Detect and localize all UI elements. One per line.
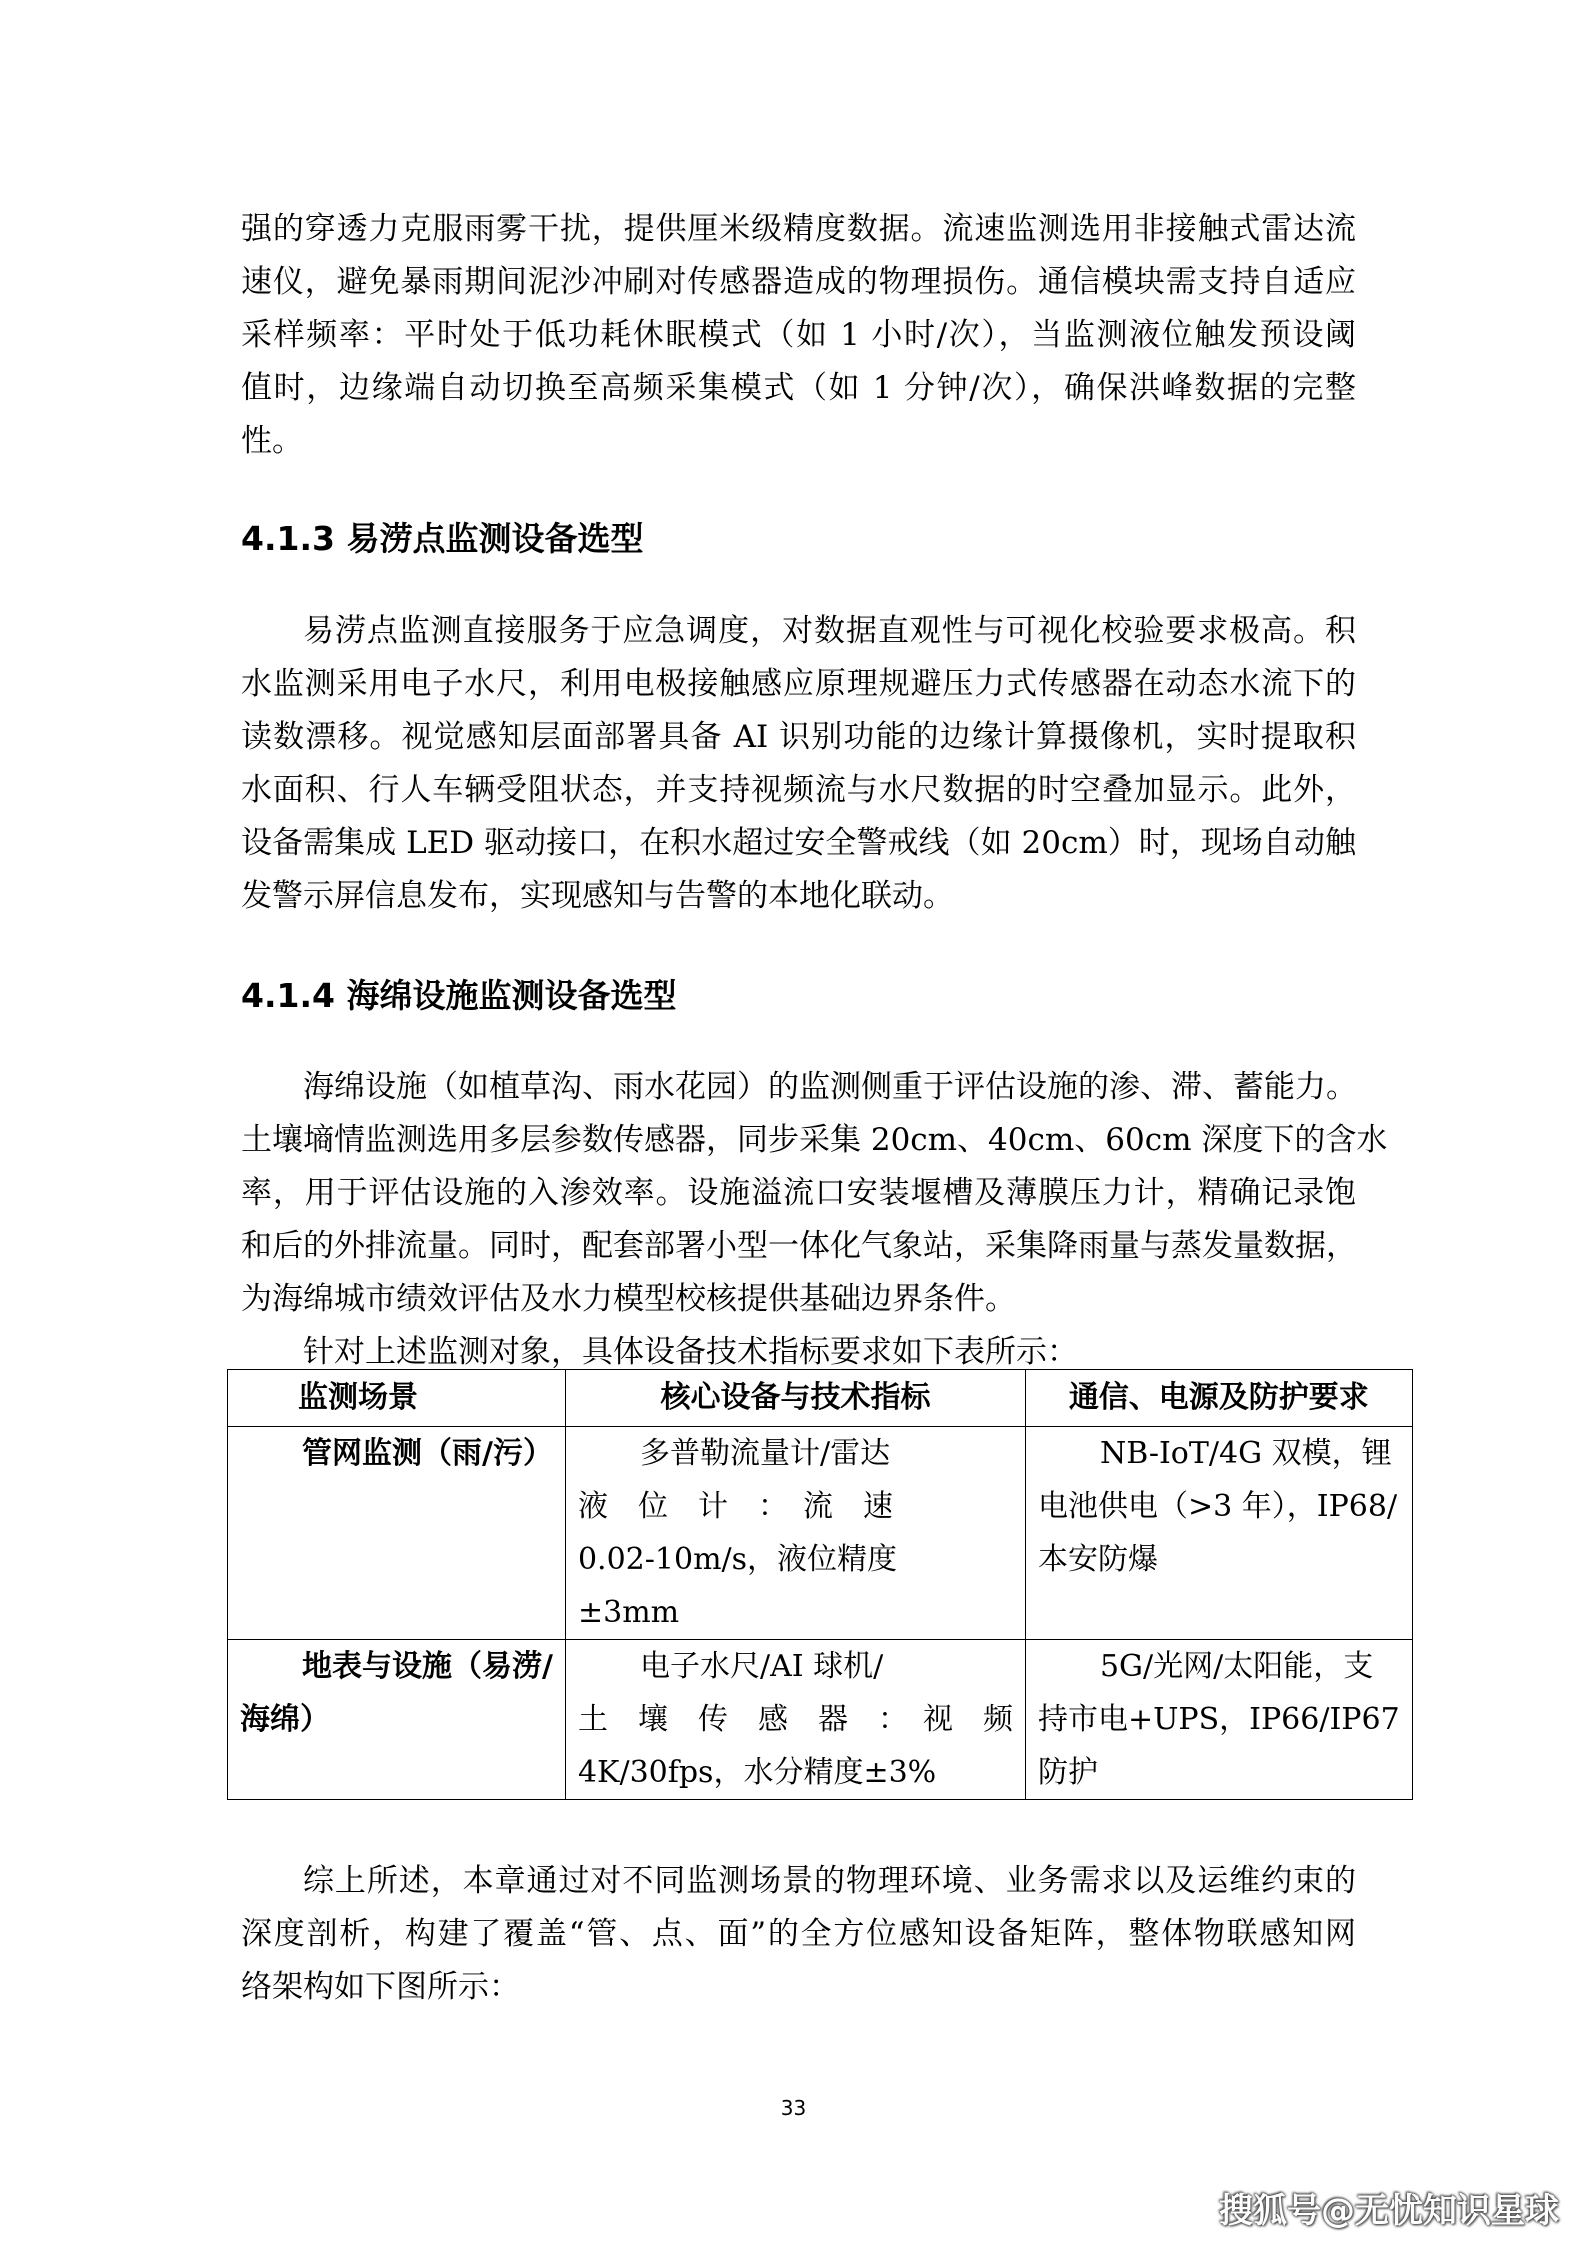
table-row <box>228 1640 1413 1800</box>
cell-line: 本安防爆 <box>1037 1542 1158 1577</box>
cell-line: 电池供电（>3 年），IP68/ <box>1037 1489 1398 1524</box>
column-header-scene: 监测场景 <box>228 1370 566 1427</box>
equipment-spec-table <box>227 1369 1413 1800</box>
cell-line: 地表与设施（易涝/ <box>302 1649 553 1684</box>
text-line: 为海绵城市绩效评估及水力模型校核提供基础边界条件。 <box>241 1281 1016 1317</box>
text-line: 发警示屏信息发布，实现感知与告警的本地化联动。 <box>241 878 954 914</box>
cell-line: 电子水尺/AI 球机/ <box>639 1649 884 1684</box>
text-line: 易涝点监测直接服务于应急调度，对数据直观性与可视化校验要求极高。积 <box>303 613 1356 649</box>
text-line: 深度剖析，构建了覆盖“管、点、面”的全方位感知设备矩阵，整体物联感知网 <box>241 1916 1356 1952</box>
cell-line: 液 位 计 ： 流 速 <box>577 1489 893 1524</box>
cell-line: 持市电+UPS，IP66/IP67 <box>1037 1702 1400 1737</box>
text-line: 设备需集成 LED 驱动接口，在积水超过安全警戒线（如 20cm）时，现场自动触 <box>241 825 1356 861</box>
paragraph-monitoring-methods <box>241 203 1356 468</box>
cell-line: NB-IoT/4G 双模，锂 <box>1099 1436 1392 1471</box>
paragraph-summary <box>241 1855 1356 2014</box>
page-number: 33 <box>780 2096 807 2120</box>
cell-line: 防护 <box>1037 1755 1098 1790</box>
cell-comm <box>1025 1640 1412 1800</box>
text-line: 值时，边缘端自动切换至高频采集模式（如 1 分钟/次），确保洪峰数据的完整 <box>241 370 1356 406</box>
cell-line: 5G/光网/太阳能，支 <box>1099 1649 1374 1684</box>
watermark: 搜狐号@无忧知识星球 <box>1219 2191 1559 2231</box>
cell-scene <box>228 1427 566 1640</box>
cell-scene <box>228 1640 566 1800</box>
section-heading-4-1-4: 4.1.4 海绵设施监测设备选型 <box>241 976 677 1015</box>
text-line: 土壤墒情监测选用多层参数传感器，同步采集 20cm、40cm、60cm 深度下的含水 <box>241 1122 1388 1158</box>
table-header-row <box>228 1370 1413 1427</box>
text-line: 水监测采用电子水尺，利用电极接触感应原理规避压力式传感器在动态水流下的 <box>241 666 1356 702</box>
cell-line: 海绵） <box>240 1702 330 1737</box>
cell-device <box>565 1427 1025 1640</box>
cell-line: 管网监测（雨/污） <box>302 1436 553 1471</box>
cell-line: 多普勒流量计/雷达 <box>639 1436 891 1471</box>
text-line: 针对上述监测对象，具体设备技术指标要求如下表所示： <box>303 1334 1078 1370</box>
cell-line: 4K/30fps，水分精度±3% <box>577 1755 937 1790</box>
text-line: 速仪，避免暴雨期间泥沙冲刷对传感器造成的物理损伤。通信模块需支持自适应 <box>241 264 1356 300</box>
cell-line: ±3mm <box>577 1595 680 1630</box>
section-heading-4-1-3: 4.1.3 易涝点监测设备选型 <box>241 519 644 558</box>
text-line: 率，用于评估设施的入渗效率。设施溢流口安装堰槽及薄膜压力计，精确记录饱 <box>241 1175 1356 1211</box>
cell-line: 土 壤 传 感 器 ： 视 频 <box>577 1702 1013 1737</box>
text-line: 采样频率：平时处于低功耗休眠模式（如 1 小时/次），当监测液位触发预设阈 <box>241 317 1356 353</box>
column-header-device: 核心设备与技术指标 <box>565 1370 1025 1427</box>
text-line: 强的穿透力克服雨雾干扰，提供厘米级精度数据。流速监测选用非接触式雷达流 <box>241 211 1356 247</box>
paragraph-waterlogging-monitoring <box>241 605 1356 923</box>
paragraph-sponge-facility-monitoring <box>241 1061 1388 1326</box>
table-row <box>228 1427 1413 1640</box>
text-line: 海绵设施（如植草沟、雨水花园）的监测侧重于评估设施的渗、滞、蓄能力。 <box>303 1069 1357 1105</box>
text-line: 水面积、行人车辆受阻状态，并支持视频流与水尺数据的时空叠加显示。此外， <box>241 772 1356 808</box>
text-line: 络架构如下图所示： <box>241 1969 520 2005</box>
column-header-comm: 通信、电源及防护要求 <box>1025 1370 1412 1427</box>
text-line: 性。 <box>241 423 303 459</box>
cell-device <box>565 1640 1025 1800</box>
cell-line: 0.02-10m/s，液位精度 <box>577 1542 898 1577</box>
text-line: 读数漂移。视觉感知层面部署具备 AI 识别功能的边缘计算摄像机，实时提取积 <box>241 719 1356 755</box>
text-line: 综上所述，本章通过对不同监测场景的物理环境、业务需求以及运维约束的 <box>303 1863 1356 1899</box>
text-line: 和后的外排流量。同时，配套部署小型一体化气象站，采集降雨量与蒸发量数据， <box>241 1228 1357 1264</box>
cell-comm <box>1025 1427 1412 1640</box>
